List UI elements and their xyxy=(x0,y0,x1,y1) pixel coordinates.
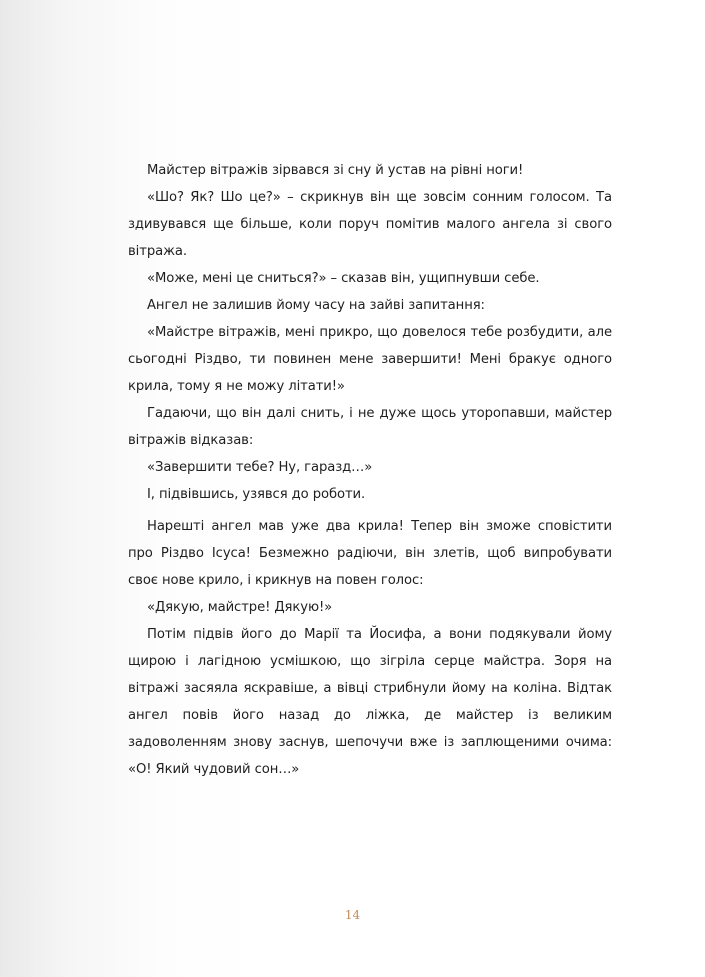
paragraph: І, підвівшись, узявся до роботи. xyxy=(147,487,366,502)
text-section-2 xyxy=(128,513,612,783)
text-section-1 xyxy=(128,157,612,508)
page-number: 14 xyxy=(344,908,361,922)
paragraph: «Дякую, майстре! Дякую!» xyxy=(147,600,333,615)
paragraph: Ангел не залишив йому часу на зайві запитання: xyxy=(147,298,485,313)
paragraph: Гадаючи, що він далі снить, і не дуже щось уторопавши, майстер вітражів відказав: xyxy=(128,406,612,448)
paragraph: «Може, мені це сниться?» – сказав він, ущипнувши себе. xyxy=(147,271,540,286)
paragraph: «Майстре вітражів, мені прикро, що довелося тебе розбудити, але сьогодні Різдво, ти повинен мене завершити! Мені бракує одного крила, тому я не можу літати!» xyxy=(128,325,612,394)
paragraph: Майстер вітражів зірвався зі сну й устав на рівні ноги! xyxy=(147,163,524,178)
paragraph: «Завершити тебе? Ну, гаразд…» xyxy=(147,460,373,475)
paragraph: Нарешті ангел мав уже два крила! Тепер він зможе сповістити про Різдво Ісуса! Безмежно радіючи, він злетів, щоб випробувати своє нове крило, і крикнув на повен голос: xyxy=(128,519,612,588)
paragraph: Потім підвів його до Марії та Йосифа, а вони подякували йому щирою і лагідною усмішкою, що зігріла серце майстра. Зоря на вітражі засяяла яскравіше, а вівці стрибнули йому на коліна. Відтак ангел повів його назад до ліжка, де майстер із великим задоволенням знову заснув, шепочучи вже із заплющеними очима: «О! Який чудовий сон…» xyxy=(128,627,612,777)
paragraph: «Шо? Як? Шо це?» – скрикнув він ще зовсім сонним голосом. Та здивувався ще більше, коли поруч помітив малого ангела зі свого вітража. xyxy=(128,190,612,259)
